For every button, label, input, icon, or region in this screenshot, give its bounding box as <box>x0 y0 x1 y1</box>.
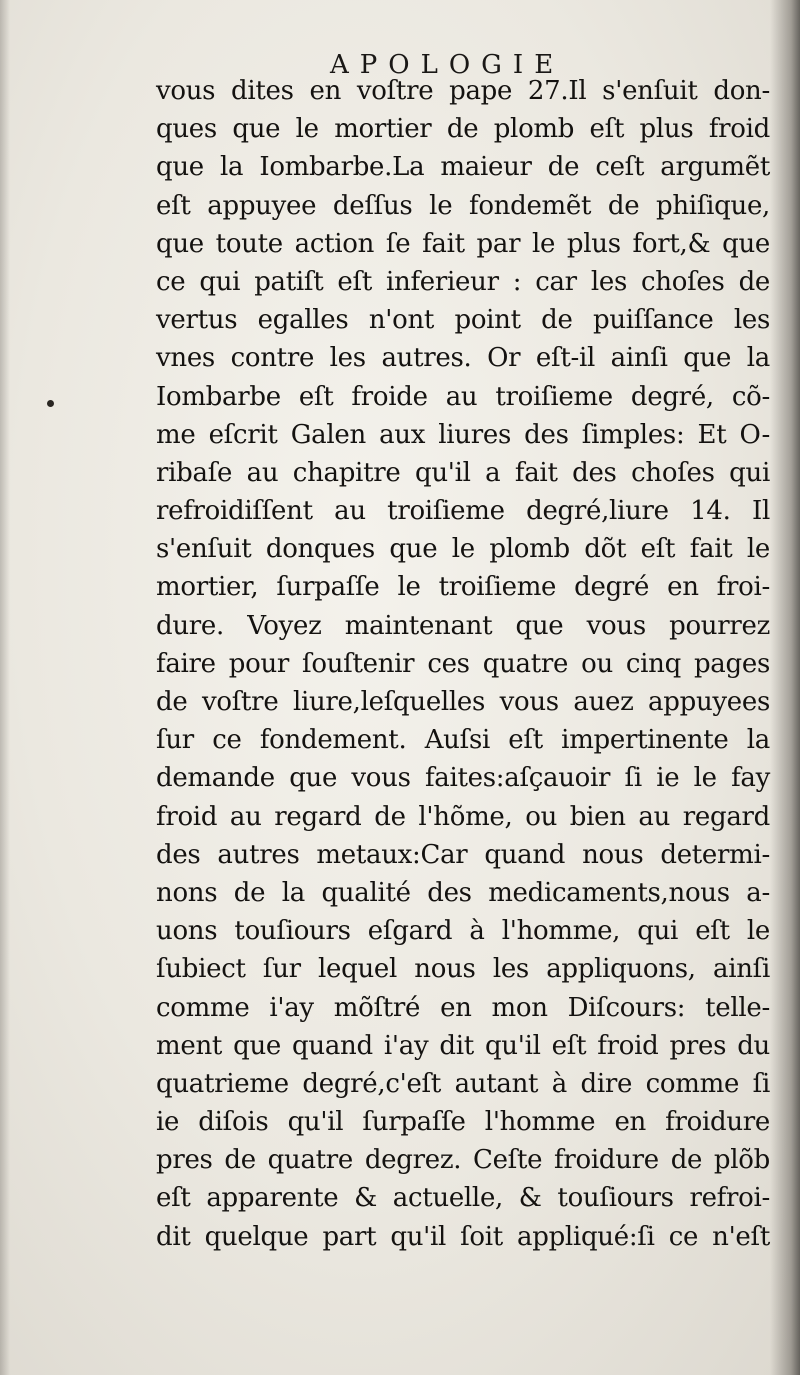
text-line: vertus egalles n'ont point de puiſſance les <box>156 305 770 336</box>
text-line: ment que quand i'ay dit qu'il eſt froid pres du <box>156 1030 770 1061</box>
text-line: nons de la qualité des medicaments,nous a- <box>156 877 770 908</box>
text-line: uons touſiours eſgard à l'homme, qui eſt le <box>156 916 770 947</box>
text-line: s'enſuit donques que le plomb dõt eſt fait le <box>156 534 770 565</box>
body-text <box>156 72 770 1256</box>
text-line: dit quelque part qu'il ſoit appliqué:ſi ce n'eſt <box>156 1221 770 1252</box>
text-line: ce qui patiſt eſt inferieur : car les choſes de <box>156 266 770 297</box>
text-line: des autres metaux:Car quand nous determi- <box>156 839 770 870</box>
text-line: pres de quatre degrez. Ceſte froidure de plõb <box>156 1145 770 1176</box>
text-line: Iombarbe eſt froide au troiſieme degré, cõ- <box>156 381 770 412</box>
page-right-edge-shadow <box>770 0 800 1375</box>
marginal-mark <box>47 400 54 407</box>
text-line: refroidiſſent au troiſieme degré,liure 14. Il <box>156 496 770 527</box>
text-line: ſubiect ſur lequel nous les appliquons, ainſi <box>156 954 770 985</box>
text-line: faire pour ſouſtenir ces quatre ou cinq pages <box>156 648 770 679</box>
text-line: vnes contre les autres. Or eſt-il ainſi que la <box>156 343 770 374</box>
text-line: froid au regard de l'hõme, ou bien au regard <box>156 801 770 832</box>
page-left-edge-shadow <box>0 0 10 1375</box>
text-line: quatrieme degré,c'eſt autant à dire comme ſi <box>156 1068 770 1099</box>
running-head: APOLOGIE <box>330 50 565 80</box>
text-line: demande que vous faites:aſçauoir ſi ie le fay <box>156 763 770 794</box>
text-line: eſt appuyee deſſus le fondemẽt de phiſique, <box>156 190 770 221</box>
text-line: ribaſe au chapitre qu'il a fait des choſes qui <box>156 457 770 488</box>
text-line: eſt apparente & actuelle, & touſiours refroi- <box>156 1183 770 1214</box>
text-line: me eſcrit Galen aux liures des ſimples: Et O- <box>156 419 770 450</box>
text-line: que toute action ſe fait par le plus fort,& que <box>156 228 770 259</box>
text-line: que la Iombarbe.La maieur de ceſt argumẽt <box>156 152 770 183</box>
text-line: dure. Voyez maintenant que vous pourrez <box>156 610 770 641</box>
text-line: ie diſois qu'il ſurpaſſe l'homme en froidure <box>156 1107 770 1138</box>
text-line: mortier, ſurpaſſe le troiſieme degré en froi- <box>156 572 770 603</box>
text-line: ques que le mortier de plomb eſt plus froid <box>156 114 770 145</box>
text-line: de voſtre liure,leſquelles vous auez appuyees <box>156 687 770 717</box>
text-line: vous dites en voſtre pape 27.Il s'enſuit don- <box>156 76 770 106</box>
text-line: comme i'ay mõſtré en mon Diſcours: telle- <box>156 992 770 1023</box>
text-line: ſur ce fondement. Auſsi eſt impertinente la <box>156 725 770 756</box>
